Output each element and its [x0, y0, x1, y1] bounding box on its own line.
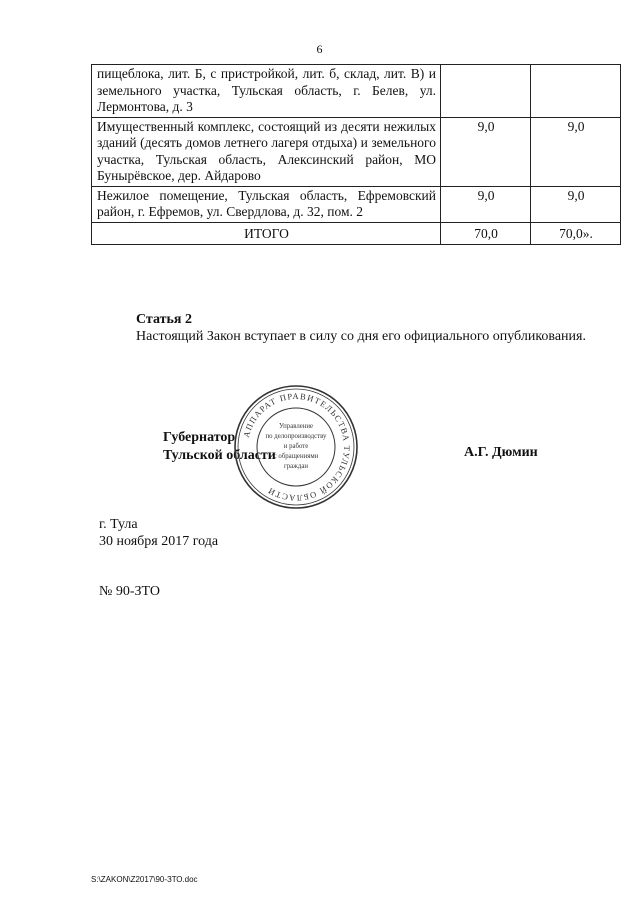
table-row	[92, 117, 621, 186]
governor-title-line: Тульской области	[163, 448, 276, 463]
property-table	[91, 64, 621, 245]
article-heading: Статья 2	[136, 312, 192, 327]
governor-name: А.Г. Дюмин	[464, 445, 538, 460]
table-row	[92, 65, 621, 118]
signing-date: 30 ноября 2017 года	[99, 534, 219, 549]
stamp-center-text: с обращениями	[273, 453, 319, 460]
stamp-ring-text: АППАРАТ ПРАВИТЕЛЬСТВА ТУЛЬСКОЙ ОБЛАСТИ	[240, 390, 353, 504]
table-cell-value	[441, 65, 531, 118]
table-cell-value: 9,0	[531, 186, 621, 222]
official-stamp	[232, 383, 360, 511]
total-label: ИТОГО	[92, 222, 441, 245]
table-cell-value	[531, 65, 621, 118]
stamp-center-text: и работе	[283, 443, 309, 450]
stamp-center-text: Управление	[278, 423, 314, 430]
total-value: 70,0».	[531, 222, 621, 245]
stamp-center-text: по делопроизводству	[265, 433, 327, 440]
page-number: 6	[316, 42, 323, 56]
article-text: Настоящий Закон вступает в силу со дня его официального опубликования.	[136, 329, 586, 344]
table-row	[92, 186, 621, 222]
table-cell-value: 9,0	[441, 186, 531, 222]
table-cell-description: Нежилое помещение, Тульская область, Ефремовский район, г. Ефремов, ул. Свердлова, д. 32, пом. 2	[92, 186, 441, 222]
governor-title-line: Губернатор	[163, 430, 236, 445]
total-value: 70,0	[441, 222, 531, 245]
table-cell-value: 9,0	[441, 117, 531, 186]
stamp-center-text: граждан	[283, 463, 309, 470]
place-of-signing: г. Тула	[99, 517, 138, 532]
table-total-row	[92, 222, 621, 245]
file-path: S:\ZAKON\Z2017\90-ЗТО.doc	[91, 875, 198, 884]
table-cell-description: пищеблока, лит. Б, с пристройкой, лит. б, склад, лит. В) и земельного участка, Тульская область, г. Белев, ул. Лермонтова, д. 3	[92, 65, 441, 118]
law-number: № 90-ЗТО	[99, 584, 161, 599]
table-cell-description: Имущественный комплекс, состоящий из десяти нежилых зданий (десять домов летнего лагеря отдыха) и земельного участка, Тульская область, Алексинский район, МО Бунырёвское, дер. Айдарово	[92, 117, 441, 186]
table-cell-value: 9,0	[531, 117, 621, 186]
